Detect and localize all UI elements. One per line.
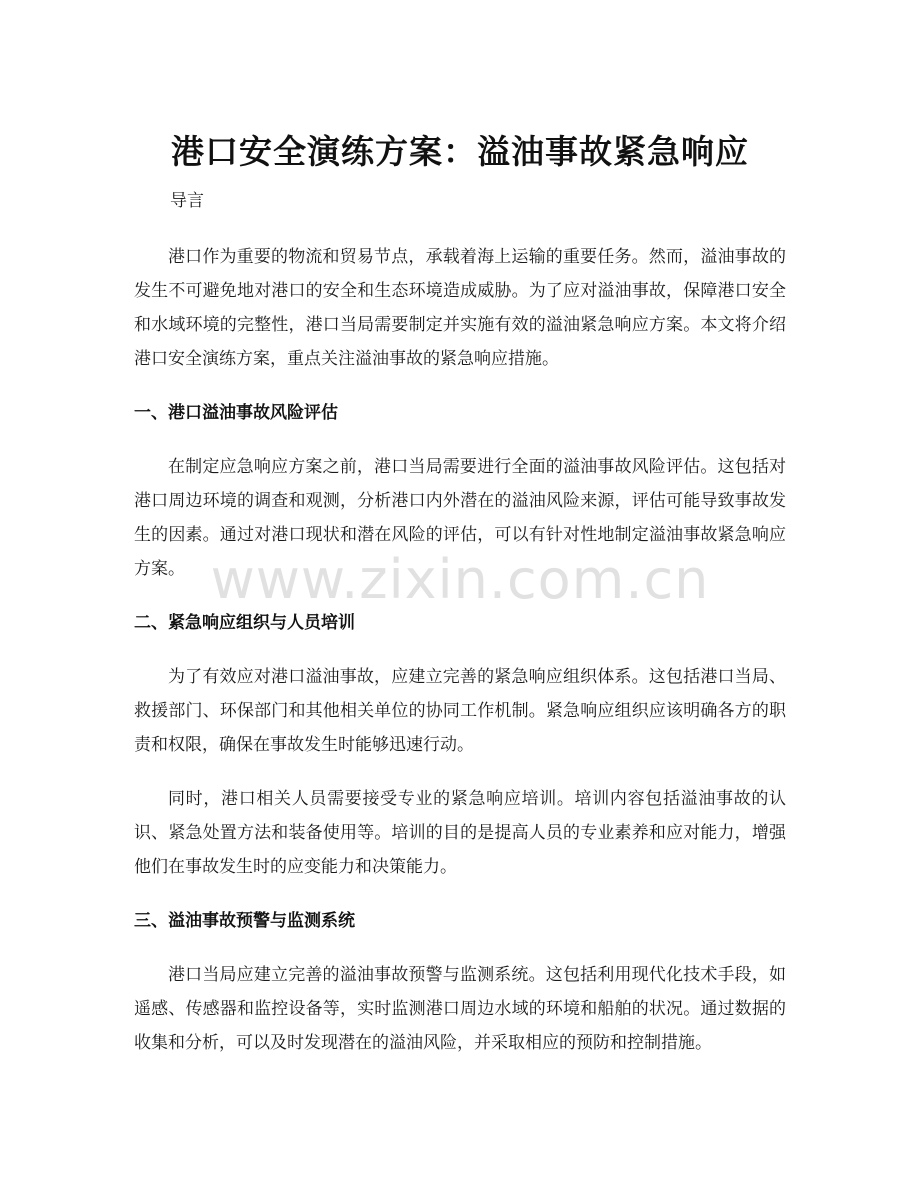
section-3-paragraph-1: 港口当局应建立完善的溢油事故预警与监测系统。这包括利用现代化技术手段，如遥感、传感器和监控设备等，实时监测港口周边水域的环境和船舶的状况。通过数据的收集和分析，可以及时发现潜在的溢油风险，并采取相应的预防和控制措施。 <box>134 965 786 1053</box>
section-2-heading: 二、紧急响应组织与人员培训 <box>134 613 355 633</box>
watermark: www.zixin.com.cn <box>210 548 710 611</box>
section-1-paragraph-1: 在制定应急响应方案之前，港口当局需要进行全面的溢油事故风险评估。这包括对港口周边环境的调查和观测，分析港口内外潜在的溢油风险来源，评估可能导致事故发生的因素。通过对港口现状和潜在风险的评估，可以有针对性地制定溢油事故紧急响应方案。 <box>134 457 786 579</box>
section-2-paragraph-2: 同时，港口相关人员需要接受专业的紧急响应培训。培训内容包括溢油事故的认识、紧急处置方法和装备使用等。培训的目的是提高人员的专业素养和应对能力，增强他们在事故发生时的应变能力和决策能力。 <box>134 789 786 877</box>
section-2-paragraph-1: 为了有效应对港口溢油事故，应建立完善的紧急响应组织体系。这包括港口当局、救援部门、环保部门和其他相关单位的协同工作机制。紧急响应组织应该明确各方的职责和权限，确保在事故发生时能够迅速行动。 <box>134 667 786 755</box>
section-3-heading: 三、溢油事故预警与监测系统 <box>134 911 355 931</box>
document-title: 港口安全演练方案：溢油事故紧急响应 <box>171 132 749 172</box>
document-body <box>134 184 786 1080</box>
intro-label: 导言 <box>170 191 204 211</box>
intro-paragraph: 港口作为重要的物流和贸易节点，承载着海上运输的重要任务。然而，溢油事故的发生不可避免地对港口的安全和生态环境造成威胁。为了应对溢油事故，保障港口安全和水域环境的完整性，港口当局需要制定并实施有效的溢油紧急响应方案。本文将介绍港口安全演练方案，重点关注溢油事故的紧急响应措施。 <box>134 247 786 369</box>
section-1-heading: 一、港口溢油事故风险评估 <box>134 403 338 423</box>
